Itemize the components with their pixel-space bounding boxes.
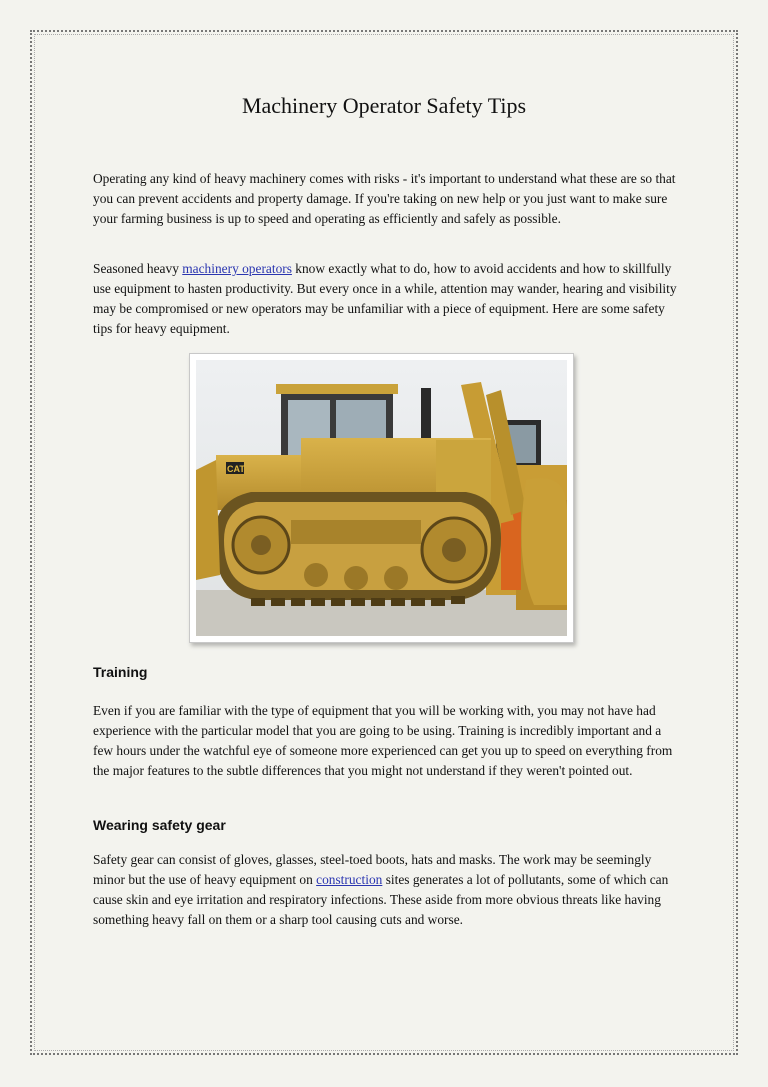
operators-text-before: Seasoned heavy (93, 261, 183, 276)
operators-paragraph (93, 259, 683, 339)
bulldozer-photo (196, 360, 567, 636)
construction-link[interactable]: construction (316, 872, 383, 887)
operators-text-after: know exactly what to do, how to avoid accidents and how to skillfully use equipment to hasten productivity. But every once in a while, attention may wander, hearing and visibility may be compromised or new operators may be unfamiliar with a piece of equipment. Here are some safety tips for heavy equipment. (93, 261, 677, 336)
machinery-operators-link[interactable]: machinery operators (182, 261, 292, 276)
training-paragraph: Even if you are familiar with the type of equipment that you will be working with, you may not have had experience with the particular model that you are going to be using. Training is incredibly important and a few hours under the watchful eye of someone more experienced can get you up to speed on everything from the major features to the subtle differences that you might not understand if they weren't pointed out. (93, 703, 673, 778)
gear-text-before: Safety gear can consist of gloves, glasses, steel-toed boots, hats and masks. The work may be seemingly minor but the use of heavy equipment on (93, 852, 652, 887)
page-title: Machinery Operator Safety Tips (241, 93, 527, 118)
cat-logo: CAT (227, 464, 245, 474)
bulldozer-photo-frame (189, 353, 574, 643)
safety-gear-paragraph (93, 850, 683, 930)
safety-gear-heading: Wearing safety gear (93, 817, 226, 833)
gear-text-after: sites generates a lot of pollutants, some of which can cause skin and eye irritation and respiratory infections. These aside from more obvious threats like having something heavy fall on them or a sharp tool causing cuts and worse. (93, 872, 669, 927)
training-heading: Training (93, 664, 148, 680)
bulldozer-illustration (196, 360, 567, 636)
intro-paragraph: Operating any kind of heavy machinery comes with risks - it's important to understand what these are so that you can prevent accidents and property damage. If you're taking on new help or you just want to make sure your farming business is up to speed and operating as efficiently and safely as possible. (93, 171, 676, 226)
